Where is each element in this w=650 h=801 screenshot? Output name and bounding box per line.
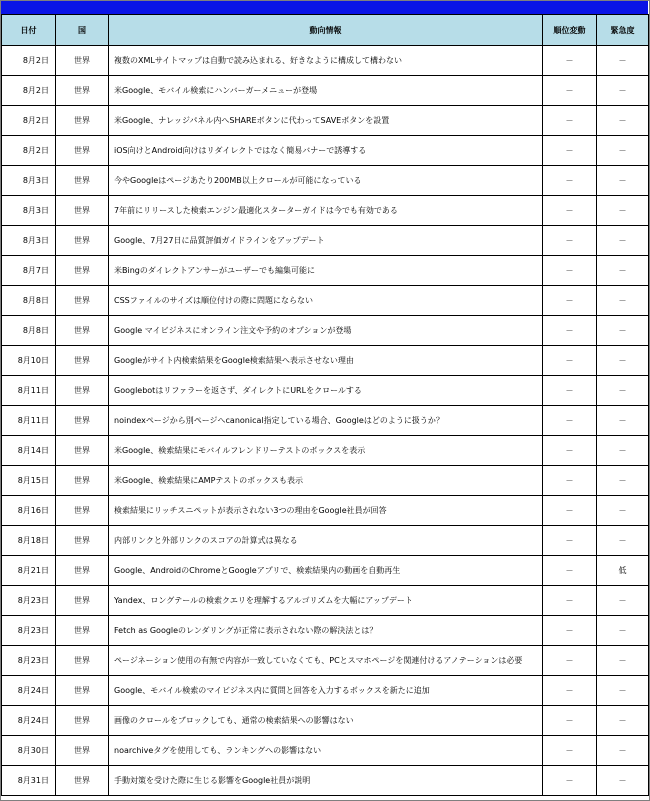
table-row xyxy=(2,736,649,766)
table-row xyxy=(2,286,649,316)
cell-date: 8月18日 xyxy=(2,526,56,556)
cell-date: 8月23日 xyxy=(2,586,56,616)
cell-info: 内部リンクと外部リンクのスコアの計算式は異なる xyxy=(109,526,543,556)
cell-date: 8月3日 xyxy=(2,226,56,256)
cell-info: 7年前にリリースした検索エンジン最適化スターターガイドは今でも有効である xyxy=(109,196,543,226)
cell-country: 世界 xyxy=(56,226,109,256)
table-row xyxy=(2,136,649,166)
cell-urgency: － xyxy=(597,736,649,766)
cell-rank: － xyxy=(543,136,597,166)
cell-country: 世界 xyxy=(56,166,109,196)
cell-urgency: － xyxy=(597,196,649,226)
cell-country: 世界 xyxy=(56,586,109,616)
cell-urgency: － xyxy=(597,286,649,316)
cell-country: 世界 xyxy=(56,526,109,556)
cell-urgency: － xyxy=(597,706,649,736)
cell-urgency: － xyxy=(597,376,649,406)
cell-date: 8月31日 xyxy=(2,766,56,796)
cell-urgency: － xyxy=(597,226,649,256)
cell-rank: － xyxy=(543,406,597,436)
cell-urgency: － xyxy=(597,676,649,706)
cell-urgency: － xyxy=(597,586,649,616)
cell-date: 8月2日 xyxy=(2,76,56,106)
cell-rank: － xyxy=(543,586,597,616)
cell-info: 検索結果にリッチスニペットが表示されない3つの理由をGoogle社員が回答 xyxy=(109,496,543,526)
cell-info: 米Google、ナレッジパネル内へSHAREボタンに代わってSAVEボタンを設置 xyxy=(109,106,543,136)
cell-country: 世界 xyxy=(56,256,109,286)
cell-country: 世界 xyxy=(56,706,109,736)
cell-country: 世界 xyxy=(56,646,109,676)
cell-rank: － xyxy=(543,196,597,226)
table-row xyxy=(2,406,649,436)
cell-urgency: － xyxy=(597,76,649,106)
cell-urgency: － xyxy=(597,346,649,376)
cell-urgency: － xyxy=(597,256,649,286)
cell-country: 世界 xyxy=(56,136,109,166)
cell-info: CSSファイルのサイズは順位付けの際に問題にならない xyxy=(109,286,543,316)
cell-country: 世界 xyxy=(56,676,109,706)
cell-info: ページネーション使用の有無で内容が一致していなくても、PCとスマホページを関連付けるアノテーションは必要 xyxy=(109,646,543,676)
cell-info: 米Bingのダイレクトアンサーがユーザーでも編集可能に xyxy=(109,256,543,286)
table-row xyxy=(2,466,649,496)
cell-info: 画像のクロールをブロックしても、通常の検索結果への影響はない xyxy=(109,706,543,736)
cell-urgency: 低 xyxy=(597,556,649,586)
cell-urgency: － xyxy=(597,316,649,346)
cell-rank: － xyxy=(543,286,597,316)
cell-urgency: － xyxy=(597,406,649,436)
sheet-top-bar xyxy=(1,1,648,14)
cell-rank: － xyxy=(543,166,597,196)
cell-country: 世界 xyxy=(56,436,109,466)
cell-info: Google、AndroidのChromeとGoogleアプリで、検索結果内の動画を自動再生 xyxy=(109,556,543,586)
table-row xyxy=(2,346,649,376)
trend-table xyxy=(1,14,649,796)
cell-rank: － xyxy=(543,556,597,586)
cell-date: 8月21日 xyxy=(2,556,56,586)
cell-info: 手動対策を受けた際に生じる影響をGoogle社員が説明 xyxy=(109,766,543,796)
table-row xyxy=(2,706,649,736)
cell-country: 世界 xyxy=(56,346,109,376)
cell-info: Googleがサイト内検索結果をGoogle検索結果へ表示させない理由 xyxy=(109,346,543,376)
cell-urgency: － xyxy=(597,766,649,796)
cell-urgency: － xyxy=(597,496,649,526)
header-row xyxy=(2,15,649,46)
cell-urgency: － xyxy=(597,526,649,556)
table-row xyxy=(2,256,649,286)
table-row xyxy=(2,106,649,136)
cell-country: 世界 xyxy=(56,556,109,586)
cell-date: 8月11日 xyxy=(2,376,56,406)
cell-rank: － xyxy=(543,526,597,556)
cell-date: 8月14日 xyxy=(2,436,56,466)
cell-date: 8月23日 xyxy=(2,646,56,676)
cell-rank: － xyxy=(543,466,597,496)
cell-date: 8月15日 xyxy=(2,466,56,496)
cell-rank: － xyxy=(543,706,597,736)
cell-country: 世界 xyxy=(56,466,109,496)
table-row xyxy=(2,376,649,406)
cell-country: 世界 xyxy=(56,496,109,526)
cell-info: Yandex、ロングテールの検索クエリを理解するアルゴリズムを大幅にアップデート xyxy=(109,586,543,616)
cell-country: 世界 xyxy=(56,106,109,136)
table-row xyxy=(2,436,649,466)
header-urgency: 緊急度 xyxy=(597,15,649,46)
cell-rank: － xyxy=(543,436,597,466)
cell-rank: － xyxy=(543,226,597,256)
cell-rank: － xyxy=(543,106,597,136)
cell-date: 8月7日 xyxy=(2,256,56,286)
cell-urgency: － xyxy=(597,646,649,676)
cell-urgency: － xyxy=(597,136,649,166)
table-row xyxy=(2,46,649,76)
table-row xyxy=(2,676,649,706)
cell-date: 8月2日 xyxy=(2,136,56,166)
cell-info: 今やGoogleはページあたり200MB以上クロールが可能になっている xyxy=(109,166,543,196)
cell-date: 8月3日 xyxy=(2,196,56,226)
cell-info: Google、モバイル検索のマイビジネス内に質問と回答を入力するボックスを新たに追加 xyxy=(109,676,543,706)
cell-date: 8月3日 xyxy=(2,166,56,196)
cell-urgency: － xyxy=(597,166,649,196)
cell-info: noarchiveタグを使用しても、ランキングへの影響はない xyxy=(109,736,543,766)
table-body xyxy=(2,46,649,796)
header-country: 国 xyxy=(56,15,109,46)
cell-rank: － xyxy=(543,76,597,106)
header-info: 動向情報 xyxy=(109,15,543,46)
cell-urgency: － xyxy=(597,616,649,646)
table-row xyxy=(2,76,649,106)
header-rank: 順位変動 xyxy=(543,15,597,46)
table-row xyxy=(2,166,649,196)
cell-rank: － xyxy=(543,736,597,766)
cell-country: 世界 xyxy=(56,286,109,316)
cell-date: 8月2日 xyxy=(2,46,56,76)
cell-date: 8月23日 xyxy=(2,616,56,646)
cell-info: 複数のXMLサイトマップは自動で読み込まれる、好きなように構成して構わない xyxy=(109,46,543,76)
cell-date: 8月8日 xyxy=(2,286,56,316)
cell-info: Google マイビジネスにオンライン注文や予約のオプションが登場 xyxy=(109,316,543,346)
cell-date: 8月11日 xyxy=(2,406,56,436)
cell-country: 世界 xyxy=(56,736,109,766)
cell-rank: － xyxy=(543,46,597,76)
cell-country: 世界 xyxy=(56,76,109,106)
cell-info: 米Google、検索結果にモバイルフレンドリーテストのボックスを表示 xyxy=(109,436,543,466)
cell-country: 世界 xyxy=(56,196,109,226)
cell-rank: － xyxy=(543,616,597,646)
cell-rank: － xyxy=(543,256,597,286)
header-date: 日付 xyxy=(2,15,56,46)
cell-date: 8月2日 xyxy=(2,106,56,136)
cell-rank: － xyxy=(543,346,597,376)
cell-country: 世界 xyxy=(56,616,109,646)
cell-info: Fetch as Googleのレンダリングが正常に表示されない際の解決法とは？ xyxy=(109,616,543,646)
cell-info: 米Google、モバイル検索にハンバーガーメニューが登場 xyxy=(109,76,543,106)
cell-rank: － xyxy=(543,376,597,406)
cell-date: 8月10日 xyxy=(2,346,56,376)
cell-country: 世界 xyxy=(56,46,109,76)
cell-urgency: － xyxy=(597,46,649,76)
table-row xyxy=(2,316,649,346)
cell-info: 米Google、検索結果にAMPテストのボックスも表示 xyxy=(109,466,543,496)
table-row xyxy=(2,646,649,676)
cell-country: 世界 xyxy=(56,376,109,406)
cell-country: 世界 xyxy=(56,316,109,346)
cell-info: iOS向けとAndroid向けはリダイレクトではなく簡易バナーで誘導する xyxy=(109,136,543,166)
table-row xyxy=(2,766,649,796)
cell-rank: － xyxy=(543,676,597,706)
table-row xyxy=(2,226,649,256)
cell-rank: － xyxy=(543,766,597,796)
cell-info: Googlebotはリファラーを返さず、ダイレクトにURLをクロールする xyxy=(109,376,543,406)
cell-info: Google、7月27日に品質評価ガイドラインをアップデート xyxy=(109,226,543,256)
table-row xyxy=(2,616,649,646)
table-row xyxy=(2,526,649,556)
cell-date: 8月30日 xyxy=(2,736,56,766)
cell-rank: － xyxy=(543,646,597,676)
cell-date: 8月24日 xyxy=(2,706,56,736)
table-row xyxy=(2,556,649,586)
cell-country: 世界 xyxy=(56,766,109,796)
cell-date: 8月8日 xyxy=(2,316,56,346)
table-row xyxy=(2,196,649,226)
cell-urgency: － xyxy=(597,436,649,466)
cell-urgency: － xyxy=(597,466,649,496)
cell-rank: － xyxy=(543,496,597,526)
table-row xyxy=(2,586,649,616)
cell-rank: － xyxy=(543,316,597,346)
cell-date: 8月16日 xyxy=(2,496,56,526)
cell-date: 8月24日 xyxy=(2,676,56,706)
cell-urgency: － xyxy=(597,106,649,136)
cell-country: 世界 xyxy=(56,406,109,436)
table-row xyxy=(2,496,649,526)
cell-info: noindexページから別ページへcanonical指定している場合、Googleはどのように扱うか？ xyxy=(109,406,543,436)
